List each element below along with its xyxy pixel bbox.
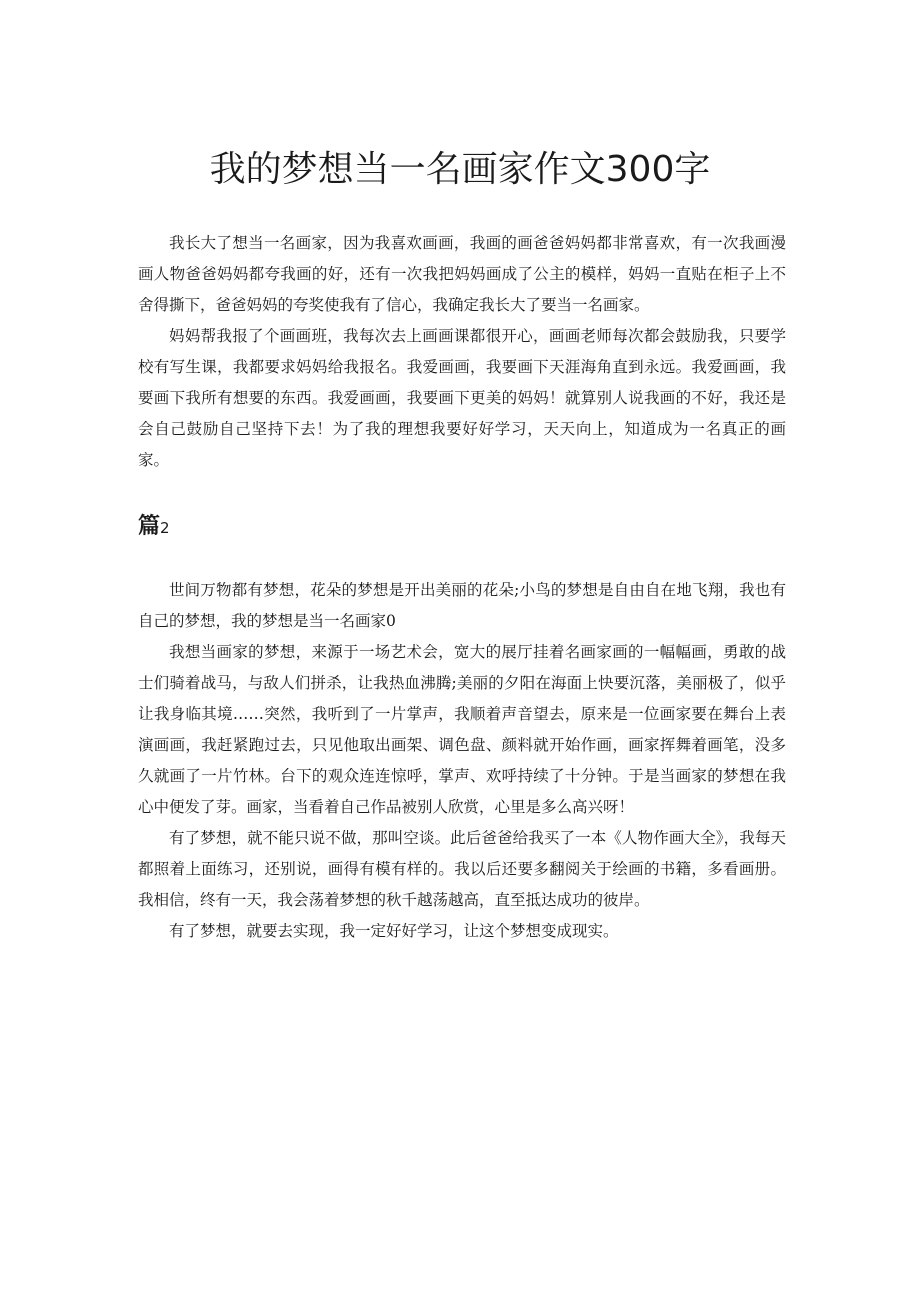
section-2-heading-char: 篇 — [138, 514, 161, 539]
paragraph: 我想当画家的梦想，来源于一场艺术会，宽大的展厅挂着名画家画的一幅幅画，勇敢的战士们骑着战马，与敌人们拼杀，让我热血沸腾;美丽的夕阳在海面上快要沉落，美丽极了，似乎让我身临其境……突然，我听到了一片掌声，我顺着声音望去，原来是一位画家要在舞台上表演画画，我赶紧跑过去，只见他取出画架、调色盘、颜料就开始作画，画家挥舞着画笔，没多久就画了一片竹林。台下的观众连连惊呼，掌声、欢呼持续了十分钟。于是当画家的梦想在我心中便发了芽。画家，当看着自己作品被别人欣赏，心里是多么高兴呀！ — [138, 643, 786, 816]
section-2 — [138, 575, 786, 947]
paragraph: 妈妈帮我报了个画画班，我每次去上画画课都很开心，画画老师每次都会鼓励我，只要学校有写生课，我都要求妈妈给我报名。我爱画画，我要画下天涯海角直到永远。我爱画画，我要画下我所有想要的东西。我爱画画，我要画下更美的妈妈！就算别人说我画的不好，我还是会自己鼓励自己坚持下去！为了我的理想我要好好学习，天天向上，知道成为一名真正的画家。 — [138, 327, 786, 469]
paragraph: 有了梦想，就不能只说不做，那叫空谈。此后爸爸给我买了一本《人物作画大全》，我每天都照着上面练习，还别说，画得有模有样的。我以后还要多翻阅关于绘画的书籍，多看画册。我相信，终有一天，我会荡着梦想的秋千越荡越高，直至抵达成功的彼岸。 — [138, 829, 786, 909]
section-2-heading — [138, 512, 170, 543]
section-1 — [138, 228, 786, 476]
paragraph: 世间万物都有梦想，花朵的梦想是开出美丽的花朵;小鸟的梦想是自由自在地飞翔，我也有自己的梦想，我的梦想是当一名画家0 — [138, 581, 786, 630]
paragraph: 有了梦想，就要去实现，我一定好好学习，让这个梦想变成现实。 — [169, 922, 619, 940]
section-2-heading-number: 2 — [160, 519, 170, 537]
paragraph: 我长大了想当一名画家，因为我喜欢画画，我画的画爸爸妈妈都非常喜欢，有一次我画漫画人物爸爸妈妈都夸我画的好，还有一次我把妈妈画成了公主的模样，妈妈一直贴在柜子上不舍得撕下，爸爸妈妈的夸奖使我有了信心，我确定我长大了要当一名画家。 — [138, 234, 786, 314]
document-title: 我的梦想当一名画家作文300字 — [209, 149, 711, 190]
